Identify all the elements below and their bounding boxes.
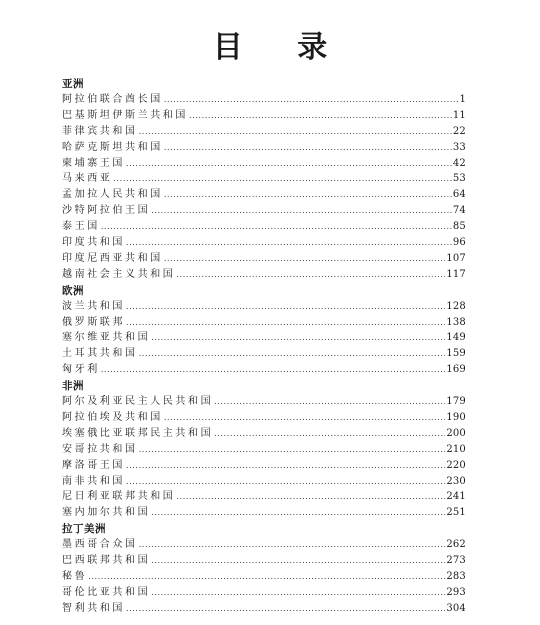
entry-name: 塞内加尔共和国 (62, 507, 151, 519)
entry-page-number: 138 (446, 316, 466, 328)
toc-entry[interactable] (62, 394, 466, 410)
dot-leader (164, 410, 446, 426)
toc-entry[interactable] (62, 330, 466, 346)
entry-page-number: 273 (446, 555, 466, 567)
region-heading-europe: 欧洲 (62, 284, 84, 297)
toc-entry[interactable] (62, 171, 466, 187)
entry-name: 波兰共和国 (62, 300, 125, 312)
dot-leader (164, 251, 446, 267)
entry-name: 越南社会主义共和国 (62, 268, 176, 280)
entry-page-number: 230 (446, 475, 466, 487)
dot-leader (126, 601, 445, 617)
toc-entry[interactable] (62, 299, 466, 315)
toc-entry[interactable] (62, 251, 466, 267)
dot-leader (151, 330, 445, 346)
entry-name: 柬埔寨王国 (62, 157, 125, 169)
dot-leader (126, 458, 445, 474)
entry-page-number: 304 (446, 602, 466, 614)
toc-entry[interactable] (62, 474, 466, 490)
region-heading-latin-america: 拉丁美洲 (62, 523, 106, 536)
toc-entry[interactable] (62, 187, 466, 203)
dot-leader (189, 108, 452, 124)
entry-name: 土耳其共和国 (62, 348, 138, 360)
entry-page-number: 128 (446, 300, 466, 312)
entry-page-number: 283 (446, 571, 466, 583)
table-of-contents (62, 76, 466, 617)
toc-entry[interactable] (62, 346, 466, 362)
dot-leader (88, 569, 445, 585)
toc-entry[interactable] (62, 410, 466, 426)
entry-page-number: 241 (446, 491, 466, 503)
toc-entry[interactable] (62, 585, 466, 601)
dot-leader (176, 267, 445, 283)
entry-name: 沙特阿拉伯王国 (62, 205, 151, 217)
toc-entry[interactable] (62, 362, 466, 378)
dot-leader (139, 346, 446, 362)
dot-leader (151, 203, 452, 219)
toc-entry[interactable] (62, 156, 466, 172)
entry-name: 菲律宾共和国 (62, 125, 138, 137)
dot-leader (176, 489, 445, 505)
toc-entry[interactable] (62, 219, 466, 235)
toc-entry[interactable] (62, 505, 466, 521)
entry-page-number: 22 (452, 125, 466, 137)
entry-name: 哥伦比亚共和国 (62, 586, 151, 598)
dot-leader (126, 315, 445, 331)
entry-page-number: 149 (446, 332, 466, 344)
dot-leader (101, 219, 452, 235)
entry-page-number: 293 (446, 586, 466, 598)
toc-entry[interactable] (62, 267, 466, 283)
dot-leader (126, 299, 445, 315)
entry-name: 尼日利亚联邦共和国 (62, 491, 176, 503)
entry-page-number: 64 (452, 189, 466, 201)
entry-page-number: 169 (446, 364, 466, 376)
dot-leader (113, 171, 451, 187)
entry-page-number: 179 (446, 396, 466, 408)
entry-name: 俄罗斯联邦 (62, 316, 125, 328)
entry-page-number: 1 (459, 94, 466, 105)
entry-name: 阿拉伯埃及共和国 (62, 412, 163, 424)
dot-leader (164, 140, 452, 156)
entry-name: 巴基斯坦伊斯兰共和国 (62, 109, 188, 121)
entry-name: 泰王国 (62, 221, 100, 233)
region-heading-africa: 非洲 (62, 380, 84, 393)
toc-entry[interactable] (62, 92, 466, 108)
dot-leader (126, 156, 452, 172)
toc-entry[interactable] (62, 442, 466, 458)
entry-name: 匈牙利 (62, 364, 100, 376)
dot-leader (214, 394, 445, 410)
entry-name: 马来西亚 (62, 173, 113, 185)
dot-leader (164, 92, 459, 108)
entry-page-number: 85 (452, 221, 466, 233)
entry-name: 阿尔及利亚民主人民共和国 (62, 396, 214, 408)
entry-page-number: 262 (446, 539, 466, 551)
dot-leader (126, 474, 445, 490)
toc-entry[interactable] (62, 553, 466, 569)
dot-leader (164, 187, 452, 203)
entry-page-number: 117 (446, 268, 466, 280)
entry-page-number: 251 (446, 507, 466, 519)
page-title: 目 录 (212, 30, 350, 65)
entry-page-number: 33 (452, 141, 466, 153)
toc-entry[interactable] (62, 203, 466, 219)
toc-entry[interactable] (62, 315, 466, 331)
entry-name: 塞尔维亚共和国 (62, 332, 151, 344)
toc-entry[interactable] (62, 235, 466, 251)
entry-name: 印度尼西亚共和国 (62, 252, 163, 264)
entry-page-number: 190 (446, 412, 466, 424)
entry-page-number: 53 (452, 173, 466, 185)
entry-name: 智利共和国 (62, 602, 125, 614)
entry-name: 埃塞俄比亚联邦民主共和国 (62, 427, 214, 439)
entry-page-number: 220 (446, 459, 466, 471)
entry-page-number: 11 (452, 109, 466, 121)
entry-page-number: 42 (452, 157, 466, 169)
entry-page-number: 200 (446, 427, 466, 439)
toc-entry[interactable] (62, 489, 466, 505)
toc-entry[interactable] (62, 140, 466, 156)
entry-name: 哈萨克斯坦共和国 (62, 141, 163, 153)
entry-name: 孟加拉人民共和国 (62, 189, 163, 201)
toc-entry[interactable] (62, 458, 466, 474)
dot-leader (214, 426, 445, 442)
entry-page-number: 210 (446, 443, 466, 455)
dot-leader (126, 235, 452, 251)
entry-name: 巴西联邦共和国 (62, 555, 151, 567)
toc-entry[interactable] (62, 537, 466, 553)
dot-leader (139, 537, 446, 553)
entry-name: 秘鲁 (62, 571, 88, 583)
toc-entry[interactable] (62, 569, 466, 585)
toc-entry[interactable] (62, 601, 466, 617)
dot-leader (151, 505, 445, 521)
dot-leader (139, 442, 446, 458)
dot-leader (151, 553, 445, 569)
entry-name: 印度共和国 (62, 237, 125, 249)
dot-leader (151, 585, 445, 601)
entry-name: 安哥拉共和国 (62, 443, 138, 455)
entry-name: 南非共和国 (62, 475, 125, 487)
entry-page-number: 159 (446, 348, 466, 360)
entry-name: 摩洛哥王国 (62, 459, 125, 471)
dot-leader (139, 124, 452, 140)
entry-page-number: 74 (452, 205, 466, 217)
toc-entry[interactable] (62, 426, 466, 442)
toc-entry[interactable] (62, 124, 466, 140)
entry-name: 阿拉伯联合酋长国 (62, 94, 163, 105)
toc-entry[interactable] (62, 108, 466, 124)
entry-page-number: 107 (446, 252, 466, 264)
entry-page-number: 96 (452, 237, 466, 249)
region-heading-asia: 亚洲 (62, 78, 84, 90)
entry-name: 墨西哥合众国 (62, 539, 138, 551)
dot-leader (101, 362, 446, 378)
